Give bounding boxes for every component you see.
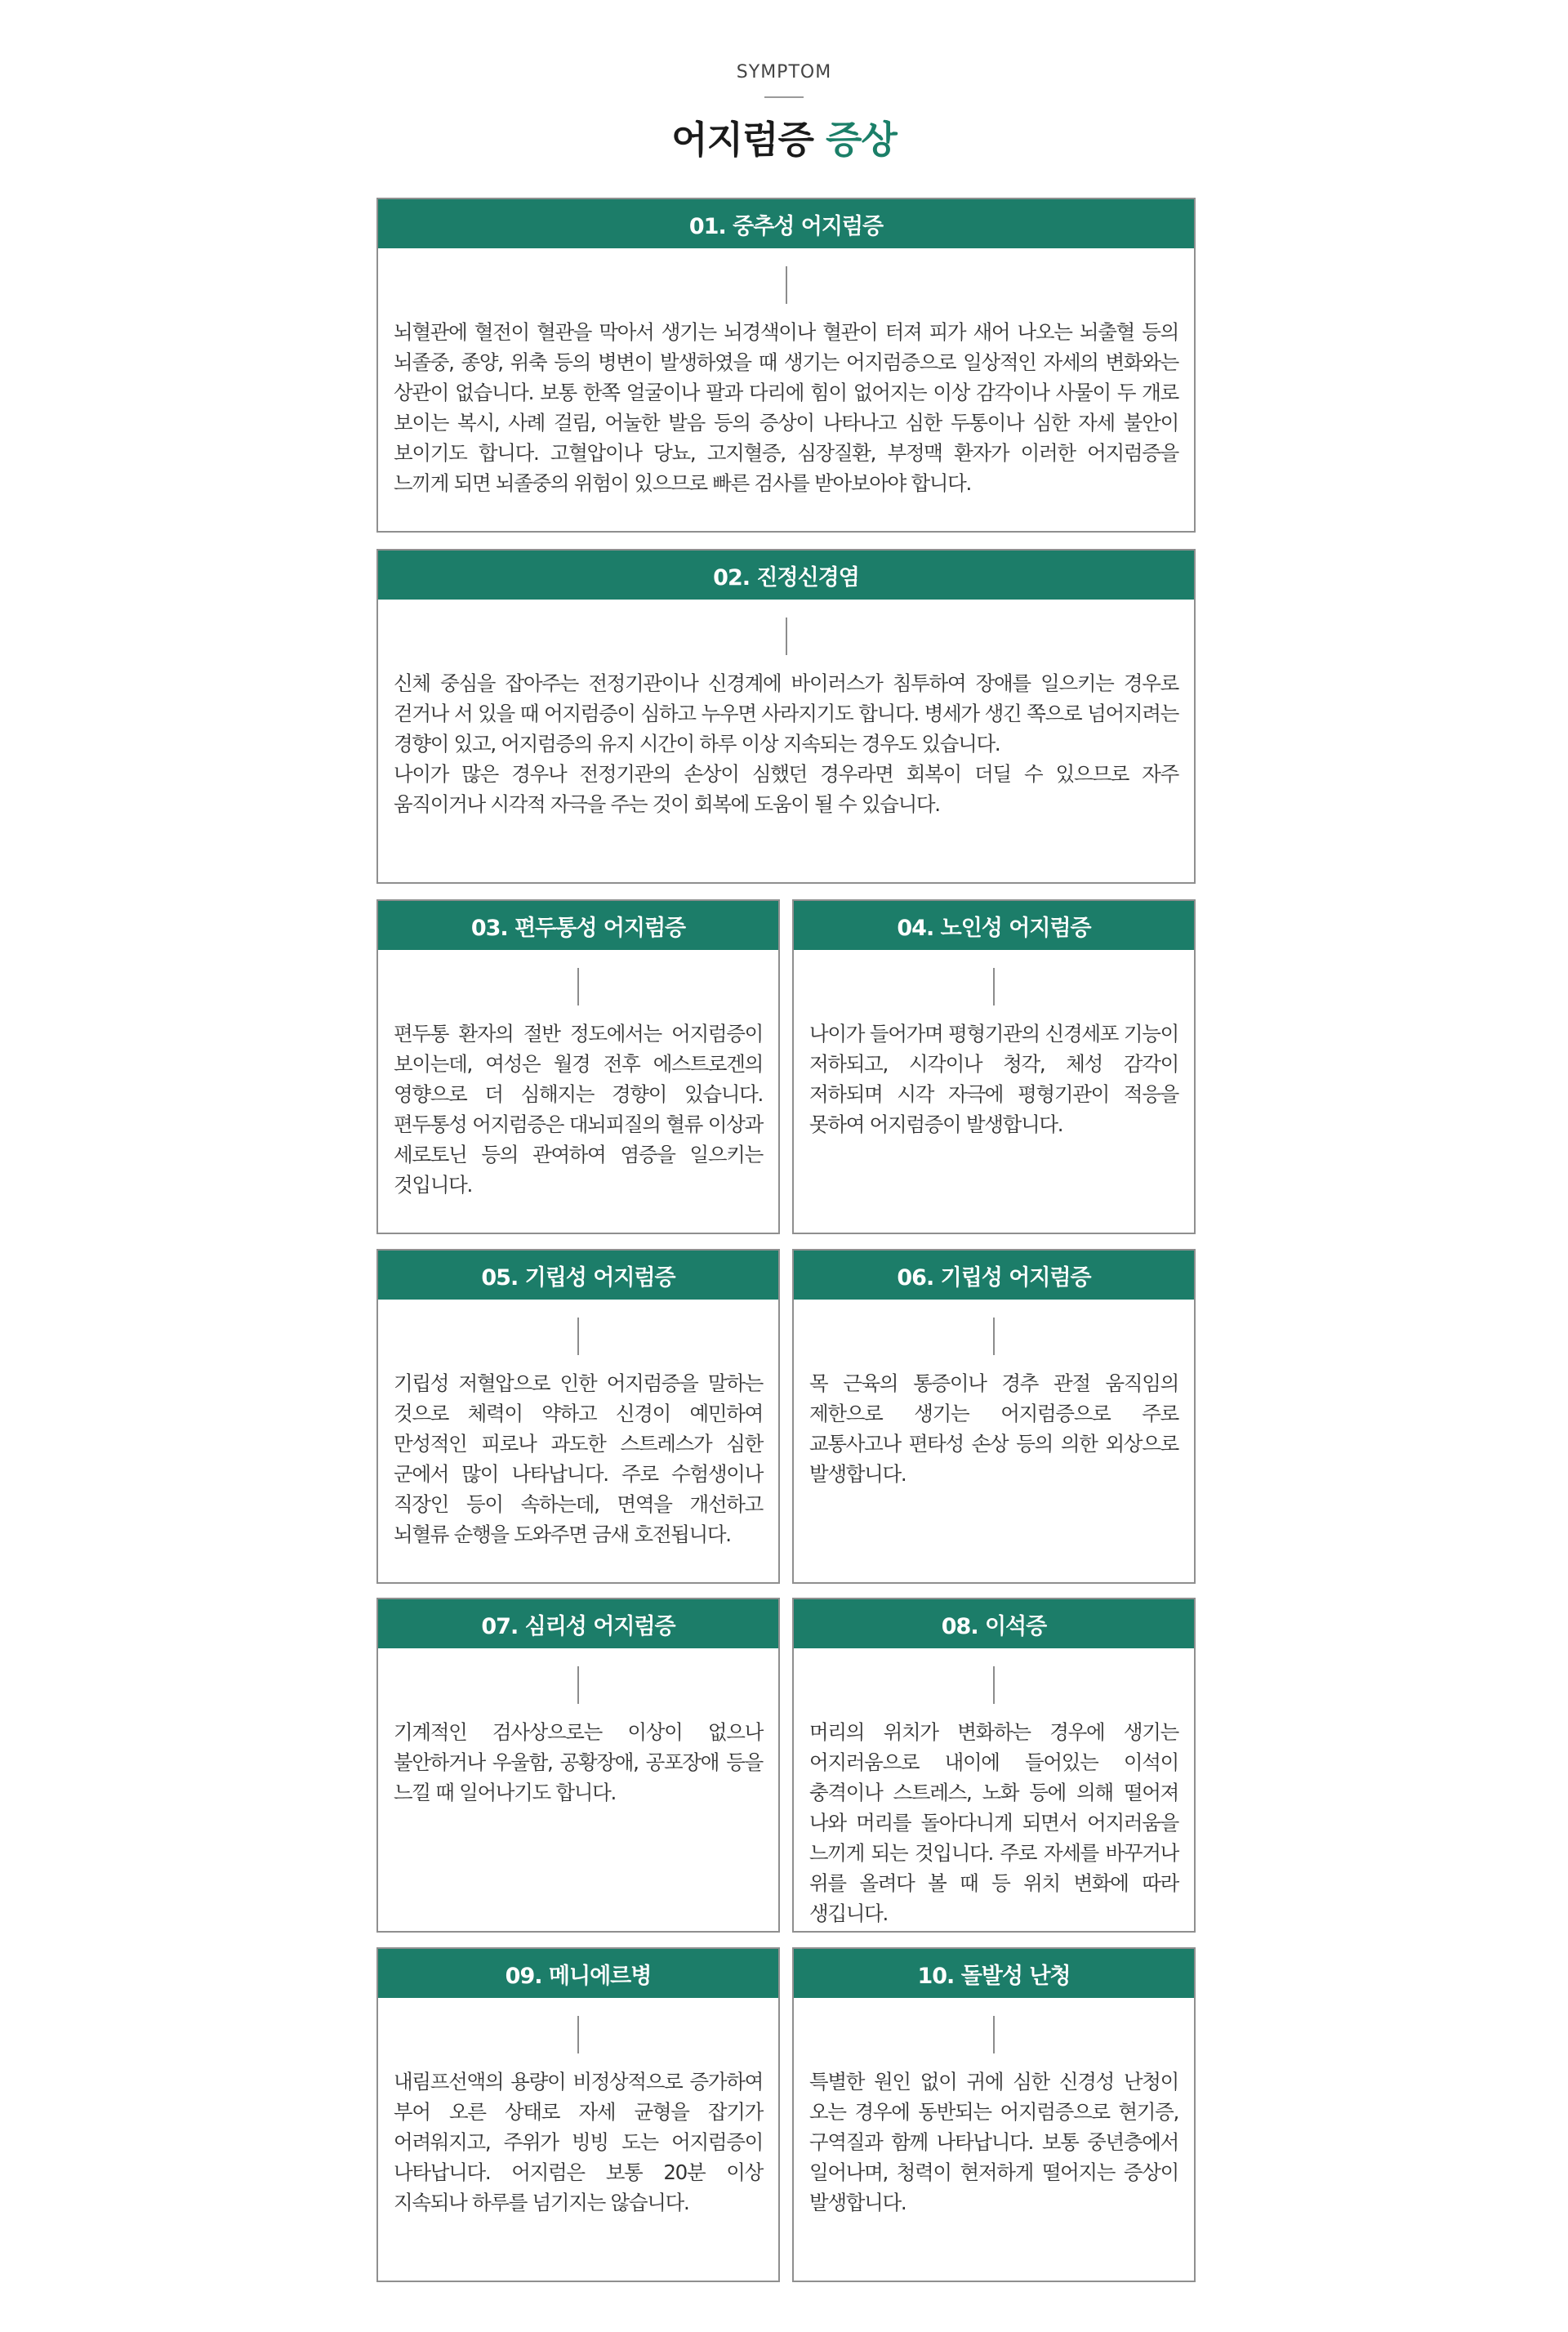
symptom-card-03	[376, 899, 780, 1234]
card-description: 목 근육의 통증이나 경추 관절 움직임의 제한으로 생기는 어지럼증으로 주로 교통사고나 편타성 손상 등의 의한 외상으로 발생합니다.	[809, 1371, 1178, 1486]
card-divider	[577, 1666, 579, 1704]
card-divider	[993, 1318, 995, 1355]
card-divider	[577, 968, 579, 1005]
card-description: 편두통 환자의 절반 정도에서는 어지럼증이 보이는데, 여성은 월경 전후 에스트로겐의 영향으로 더 심해지는 경향이 있습니다. 편두통성 어지럼증은 대뇌피질의 혈류 이상과 세로토닌 등의 관여하여 염증을 일으키는 것입니다.	[394, 1022, 763, 1197]
card-title: 02. 진정신경염	[378, 551, 1194, 600]
card-divider	[993, 968, 995, 1005]
card-divider	[993, 1666, 995, 1704]
symptom-card-01	[376, 198, 1196, 533]
card-description: 기계적인 검사상으로는 이상이 없으나 불안하거나 우울함, 공황장애, 공포장애 등을 느낄 때 일어나기도 합니다.	[394, 1720, 763, 1804]
section-eyebrow: SYMPTOM	[736, 62, 832, 82]
card-divider	[993, 2016, 995, 2053]
card-description: 내림프선액의 용량이 비정상적으로 증가하여 부어 오른 상태로 자세 균형을 잡기가 어려워지고, 주위가 빙빙 도는 어지럼증이 나타납니다. 어지럼은 보통 20분 이상 지속되나 하루를 넘기지는 않습니다.	[394, 2070, 763, 2214]
card-divider	[577, 2016, 579, 2053]
card-description: 기립성 저혈압으로 인한 어지럼증을 말하는 것으로 체력이 약하고 신경이 예민하여 만성적인 피로나 과도한 스트레스가 심한 군에서 많이 나타납니다. 주로 수험생이나 직장인 등이 속하는데, 면역을 개선하고 뇌혈류 순행을 도와주면 금새 호전됩니다.	[394, 1371, 763, 1546]
card-title: 10. 돌발성 난청	[794, 1949, 1194, 1998]
symptom-card-02	[376, 549, 1196, 884]
card-title: 03. 편두통성 어지럼증	[378, 901, 778, 950]
card-title: 08. 이석증	[794, 1599, 1194, 1648]
card-title: 09. 메니에르병	[378, 1949, 778, 1998]
eyebrow-divider	[764, 96, 804, 98]
symptom-card-10	[792, 1947, 1196, 2282]
card-divider	[786, 266, 787, 304]
card-description	[378, 655, 1194, 819]
card-title: 05. 기립성 어지럼증	[378, 1251, 778, 1300]
symptom-card-05	[376, 1249, 780, 1584]
symptom-card-08	[792, 1598, 1196, 1933]
card-description: 뇌혈관에 혈전이 혈관을 막아서 생기는 뇌경색이나 혈관이 터져 피가 새어 나오는 뇌출혈 등의 뇌졸중, 종양, 위축 등의 병변이 발생하였을 때 생기는 어지럼증으로 일상적인 자세의 변화와는 상관이 없습니다. 보통 한쪽 얼굴이나 팔과 다리에 힘이 없어지는 이상 감각이나 사물이 두 개로 보이는 복시, 사례 걸림, 어눌한 발음 등의 증상이 나타나고 심한 두통이나 심한 자세 불안이 보이기도 합니다. 고혈압이나 당뇨, 고지혈증, 심장질환, 부정맥 환자가 이러한 어지럼증을 느끼게 되면 뇌졸중의 위험이 있으므로 빠른 검사를 받아보아야 합니다.	[394, 320, 1178, 495]
card-title: 01. 중추성 어지럼증	[378, 199, 1194, 248]
page-title	[0, 113, 1568, 167]
card-paragraph: 나이가 많은 경우나 전정기관의 손상이 심했던 경우라면 회복이 더딜 수 있으므로 자주 움직이거나 시각적 자극을 주는 것이 회복에 도움이 될 수 있습니다.	[394, 762, 1178, 816]
symptom-card-04	[792, 899, 1196, 1234]
card-title: 07. 심리성 어지럼증	[378, 1599, 778, 1648]
card-divider	[577, 1318, 579, 1355]
card-title: 06. 기립성 어지럼증	[794, 1251, 1194, 1300]
symptom-card-09	[376, 1947, 780, 2282]
card-description: 특별한 원인 없이 귀에 심한 신경성 난청이 오는 경우에 동반되는 어지럼증으로 현기증, 구역질과 함께 나타납니다. 보통 중년층에서 일어나며, 청력이 현저하게 떨어지는 증상이 발생합니다.	[809, 2070, 1178, 2214]
card-paragraph: 신체 중심을 잡아주는 전정기관이나 신경계에 바이러스가 침투하여 장애를 일으키는 경우로 걷거나 서 있을 때 어지럼증이 심하고 누우면 사라지기도 합니다. 병세가 생긴 쪽으로 넘어지려는 경향이 있고, 어지럼증의 유지 시간이 하루 이상 지속되는 경우도 있습니다.	[394, 671, 1178, 756]
card-title: 04. 노인성 어지럼증	[794, 901, 1194, 950]
card-divider	[786, 618, 787, 655]
symptom-card-07	[376, 1598, 780, 1933]
title-accent: 증상	[825, 118, 897, 162]
card-description: 나이가 들어가며 평형기관의 신경세포 기능이 저하되고, 시각이나 청각, 체성 감각이 저하되며 시각 자극에 평형기관이 적응을 못하여 어지럼증이 발생합니다.	[809, 1022, 1178, 1136]
symptom-card-06	[792, 1249, 1196, 1584]
title-main: 어지럼증	[671, 118, 813, 162]
card-description: 머리의 위치가 변화하는 경우에 생기는 어지러움으로 내이에 들어있는 이석이 충격이나 스트레스, 노화 등에 의해 떨어져 나와 머리를 돌아다니게 되면서 어지러움을 느끼게 되는 것입니다. 주로 자세를 바꾸거나 위를 올려다 볼 때 등 위치 변화에 따라 생깁니다.	[809, 1720, 1178, 1925]
